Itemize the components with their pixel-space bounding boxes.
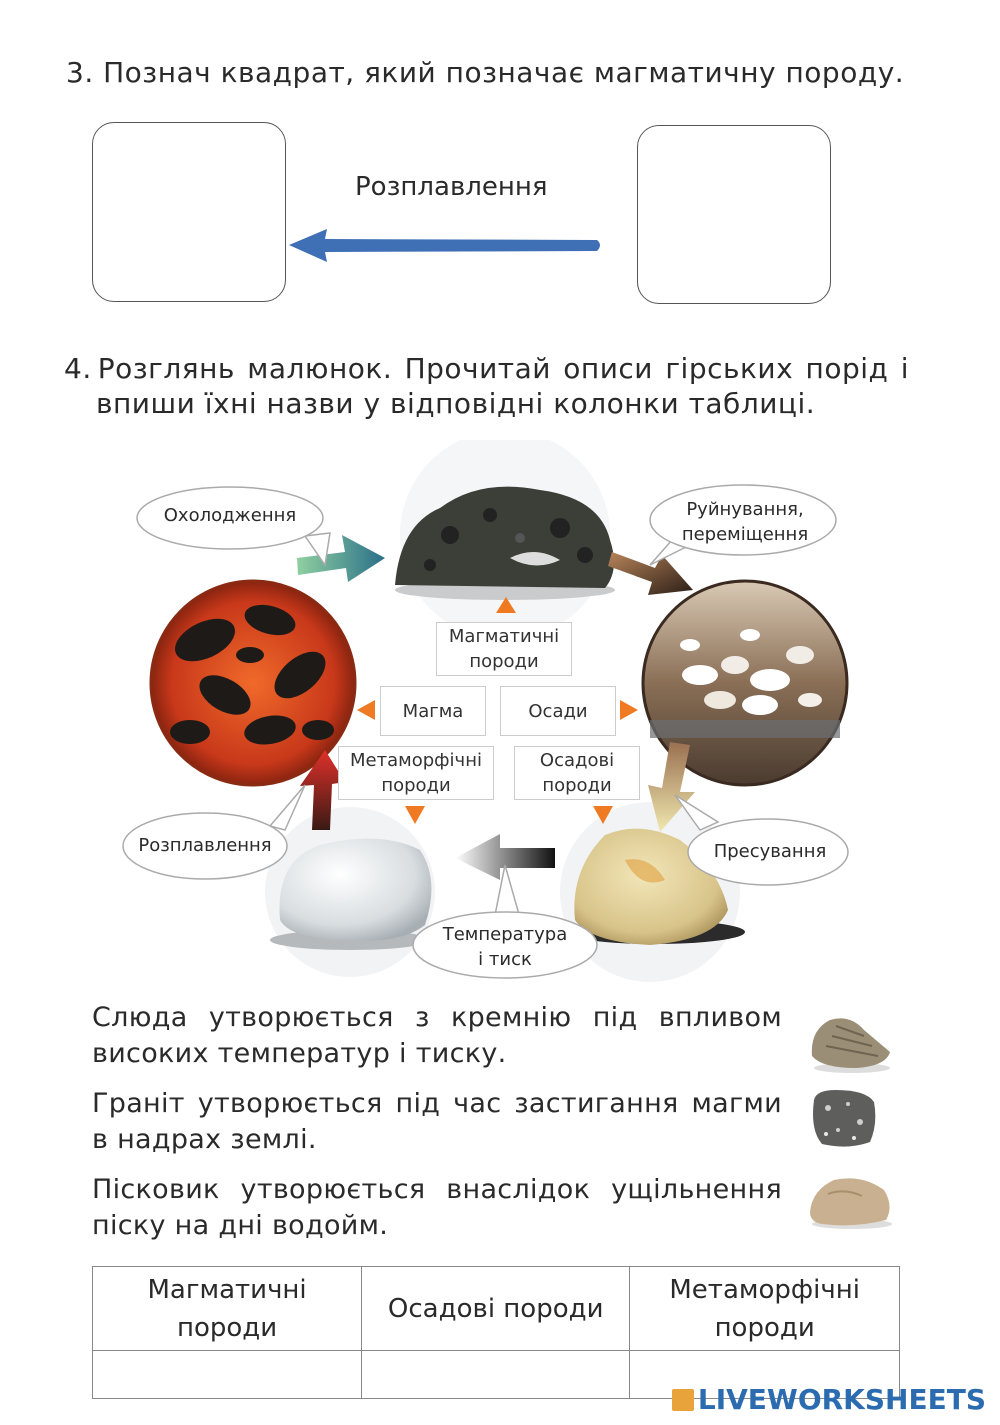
bubble-erosion-line1: Руйнування, xyxy=(686,499,804,520)
bubble-temperature-text xyxy=(415,922,595,972)
granite-rock-icon xyxy=(808,1086,880,1152)
label-sedimentary-line2: породи xyxy=(542,775,612,796)
bubble-compaction-text: Пресування xyxy=(713,841,827,862)
answer-table xyxy=(92,1266,900,1399)
bubble-melting-text: Розплавлення xyxy=(138,835,272,856)
task4-line1: Розглянь малюнок. Прочитай описи гірських порід і xyxy=(97,352,909,385)
table-header-igneous xyxy=(93,1267,362,1351)
label-igneous xyxy=(436,622,572,676)
description-granite-line2: в надрах землі. xyxy=(92,1124,317,1155)
task3-number: 3. xyxy=(66,56,94,89)
description-sandstone xyxy=(92,1172,782,1244)
label-sedimentary xyxy=(514,746,640,800)
answer-cell-igneous[interactable] xyxy=(93,1351,362,1399)
description-granite xyxy=(92,1086,782,1158)
label-metamorphic-line1: Метаморфічні xyxy=(350,750,482,771)
bubble-erosion-line2: переміщення xyxy=(681,524,809,545)
task3-text: Познач квадрат, який позначає магматичну породу. xyxy=(103,56,905,89)
table-header-igneous-line1: Магматичні xyxy=(147,1274,307,1305)
bubble-temperature-line1: Температура xyxy=(442,924,568,945)
label-metamorphic xyxy=(338,746,494,800)
label-magma: Магма xyxy=(380,686,486,736)
orange-arrow-down-left-icon xyxy=(405,806,425,824)
task4-line2: впиши їхні назви у відповідні колонки таблиці. xyxy=(96,387,816,420)
erosion-arrow-icon xyxy=(608,552,693,595)
table-header-sedimentary: Осадові породи xyxy=(362,1267,630,1351)
answer-box-right[interactable] xyxy=(637,125,831,304)
melting-arrow-label: Розплавлення xyxy=(355,172,548,202)
bubble-cooling-text: Охолодження xyxy=(163,505,297,526)
description-mica-line1: Слюда утворюється з кремнію під впливом xyxy=(92,1002,782,1033)
table-header-metamorphic-line1: Метаморфічні xyxy=(669,1274,860,1305)
liveworksheets-logo-icon xyxy=(672,1389,694,1411)
sandstone-rock-icon xyxy=(804,1172,896,1232)
table-header-metamorphic-line2: породи xyxy=(714,1312,815,1343)
description-mica-line2: високих температур і тиску. xyxy=(92,1038,507,1069)
task4-heading xyxy=(64,352,909,420)
answer-cell-sedimentary[interactable] xyxy=(362,1351,630,1399)
bubble-erosion-text xyxy=(655,497,835,547)
mica-rock-icon xyxy=(806,1012,894,1076)
label-metamorphic-line2: породи xyxy=(381,775,451,796)
description-sandstone-line1: Пісковик утворюється внаслідок ущільнення xyxy=(92,1174,782,1205)
description-mica xyxy=(92,1000,782,1072)
orange-arrow-right-icon xyxy=(620,700,638,720)
liveworksheets-logo xyxy=(672,1383,986,1416)
label-igneous-line1: Магматичні xyxy=(448,626,560,647)
description-granite-line1: Граніт утворюється під час застигання магми xyxy=(92,1088,782,1119)
label-sediments: Осади xyxy=(500,686,616,736)
table-header-metamorphic xyxy=(630,1267,900,1351)
label-igneous-line2: породи xyxy=(469,651,539,672)
description-sandstone-line2: піску на дні водойм. xyxy=(92,1210,389,1241)
task4-number: 4. xyxy=(64,352,92,385)
label-sedimentary-line1: Осадові xyxy=(539,750,615,771)
bubble-cooling xyxy=(137,487,330,565)
arrow-left-icon xyxy=(285,226,605,264)
liveworksheets-logo-text: LIVEWORKSHEETS xyxy=(697,1383,986,1416)
table-header-igneous-line2: породи xyxy=(176,1312,278,1343)
orange-arrow-left-icon xyxy=(357,700,375,720)
answer-box-left[interactable] xyxy=(92,122,286,302)
bubble-temperature-line2: і тиск xyxy=(478,949,532,970)
task3-heading xyxy=(66,56,904,89)
